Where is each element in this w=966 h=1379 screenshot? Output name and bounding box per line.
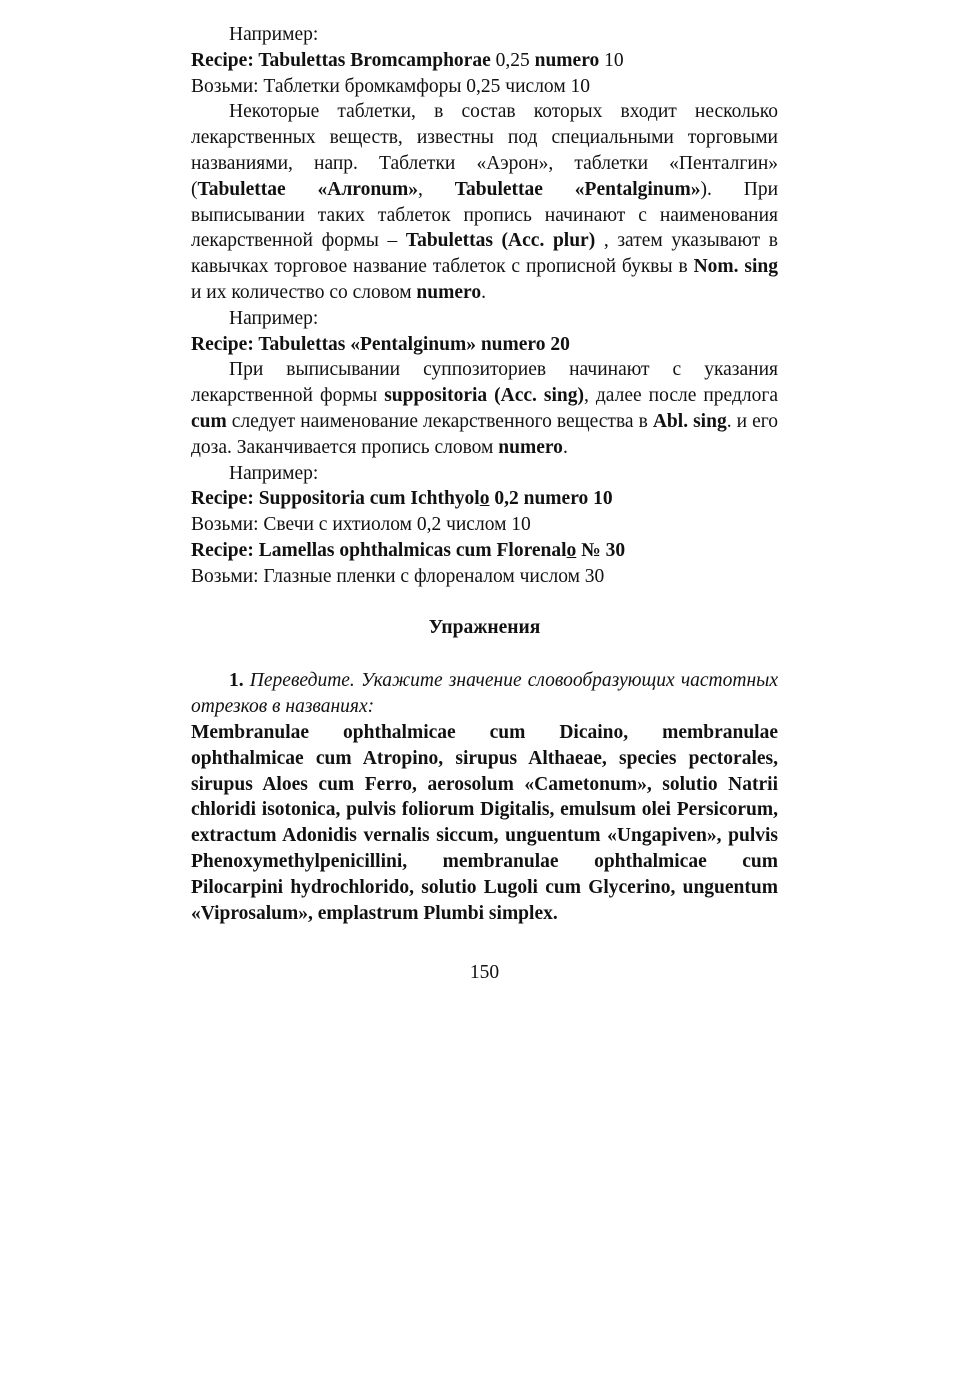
translation-line: [191, 564, 778, 590]
para-text: , далее после предлога: [584, 385, 779, 407]
example-label: Например:: [229, 24, 319, 45]
translation-text: Глазные пленки с флореналом числом 30: [263, 565, 605, 587]
recipe-drug: Lamellas ophthalmicas cum Florenal: [258, 539, 567, 561]
recipe-label: Recipe: [191, 333, 248, 355]
para-text: .: [481, 281, 486, 303]
document-page: [191, 22, 778, 986]
para-text: ). При выписывании таких таблеток пропись начинают с наименования лекарственной формы –: [191, 178, 779, 252]
recipe-dose: № 30: [576, 539, 626, 561]
para-text: . и его доза. Заканчивается пропись словом: [191, 410, 778, 458]
exercise-task: [191, 668, 778, 720]
translation-text: Таблетки бромкамфоры 0,25 числом 10: [263, 75, 591, 97]
recipe-label: Recipe: [191, 49, 248, 71]
recipe-ending: o: [479, 488, 490, 510]
para-text: Некоторые таблетки, в состав которых входит несколько лекарственных веществ, известны под специальными торговыми названиями, напр. Таблетки «Аэрон», таблетки «Пенталгин» (: [191, 101, 778, 200]
translation-text: Свечи с ихтиолом 0,2 числом 10: [263, 514, 531, 536]
recipe-label: Recipe: [191, 539, 248, 561]
exercise-number: 1.: [229, 670, 244, 692]
para-term: numero: [498, 436, 563, 458]
page-number: 150: [469, 962, 500, 984]
para-term: Tabulettae «Aлronum»: [197, 178, 419, 200]
paragraph-tablets: [191, 99, 778, 305]
para-text: ,: [418, 178, 455, 200]
translation-label: Возьми:: [191, 75, 259, 97]
recipe-line: Recipe: Tabulettas Bromcamphorae 0,25 numero 10: [191, 49, 624, 71]
para-text: и их количество со словом: [191, 281, 417, 303]
section-heading: Упражнения: [428, 616, 541, 638]
example-label: Например:: [229, 462, 319, 484]
para-text: следует наименование лекарственного вещества в: [226, 410, 653, 432]
para-text: , затем указывают в кавычках торговое название таблеток с прописной буквы в: [191, 230, 779, 278]
recipe-label: Recipe: [191, 488, 248, 510]
para-term: Tabulettas (Acc. plur): [405, 230, 596, 252]
recipe-drug: Suppositoria cum Ichthyol: [258, 488, 480, 510]
recipe-line: Recipe: Lamellas ophthalmicas cum Florenalo № 30: [191, 539, 626, 561]
para-term: suppositoria (Acc. sing): [384, 385, 585, 407]
recipe-line: Recipe: Suppositoria cum Ichthyolo 0,2 numero 10: [191, 488, 613, 510]
recipe-dose: 0,25: [495, 49, 530, 71]
exercise-instruction: Переведите. Укажите значение словообразующих частотных отрезков в названиях:: [191, 670, 778, 718]
recipe-ending: o: [566, 539, 577, 561]
para-term: Tabulettae «Pentalginum»: [454, 178, 701, 200]
recipe-drug: Tabulettas «Pentalginum» numero 20: [258, 333, 570, 355]
translation-label: Возьми:: [191, 514, 259, 536]
translation-line: [191, 74, 778, 100]
para-term: cum: [191, 410, 227, 432]
recipe-drug: Tabulettas Bromcamphorae: [258, 49, 491, 71]
paragraph-suppositories: [191, 357, 778, 460]
exercise-latin-terms: Membranulae ophthalmicae cum Dicaino, membranulae ophthalmicae cum Atropino, sirupus Althaeae, species pectorales, sirupus Aloes cum Ferro, aerosolum «Cametonum», solutio Natrii chloridi isotonica, pulvis foliorum Digitalis, emulsum olei Persicorum, extractum Adonidis vernalis siccum, unguentum «Ungapiven», pulvis Phenoxymethylpenicillini, membranulae ophthalmicae cum Pilocarpini hydrochlorido, solutio Lugoli cum Glycerino, unguentum «Viprosalum», emplastrum Plumbi simplex.: [191, 721, 778, 924]
recipe-line: Recipe: Tabulettas «Pentalginum» numero 20: [191, 333, 570, 355]
recipe-count: 10: [604, 49, 624, 71]
translation-line: [191, 512, 778, 538]
recipe-numero: numero: [534, 49, 600, 71]
recipe-dose: 0,2 numero 10: [489, 488, 613, 510]
para-term: numero: [416, 281, 482, 303]
para-term: Abl. sing: [652, 410, 727, 432]
translation-label: Возьми:: [191, 565, 259, 587]
example-label: Например:: [229, 307, 319, 329]
para-term: Nom. sing: [693, 256, 778, 278]
para-text: При выписывании суппозиториев начинают с указания лекарственной формы: [191, 359, 778, 407]
para-text: .: [562, 436, 568, 458]
